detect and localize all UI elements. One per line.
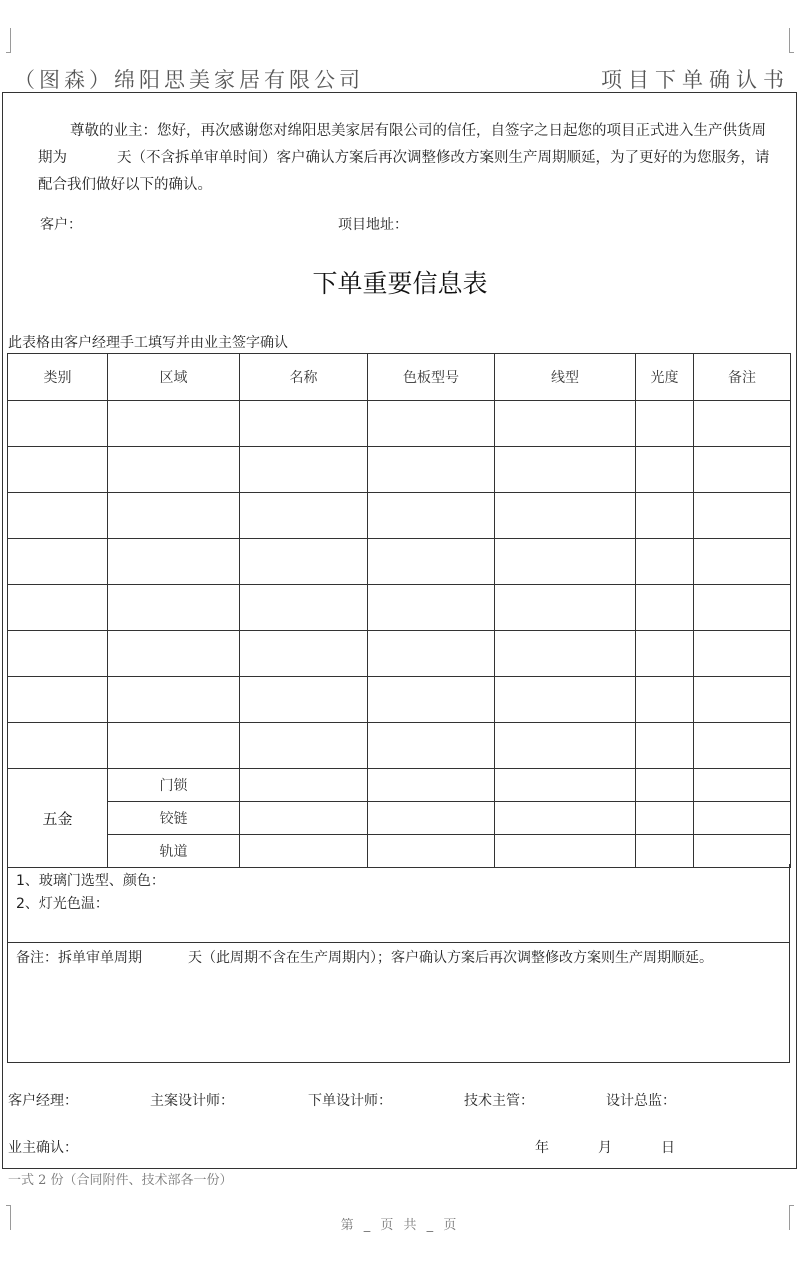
lead-designer-label: 主案设计师： <box>150 1093 234 1109</box>
copies-note: 一式 2 份（合同附件、技术部各一份） <box>8 1173 233 1188</box>
order-designer-label: 下单设计师： <box>308 1093 392 1109</box>
date-day-label: 日 <box>661 1140 675 1156</box>
owner-confirm-label: 业主确认： <box>8 1140 78 1156</box>
intro-text-part1: 尊敬的业主：您好，再次感谢您对绵阳思美家居有限公司的信任，自签字之日起您的项目正式进入生产供货周期为 <box>38 123 766 166</box>
remark-part2: 天（此周期不含在生产周期内）；客户确认方案后再次调整修改方案则生产周期顺延。 <box>188 950 713 966</box>
header-category: 类别 <box>8 354 108 401</box>
client-label: 客户： <box>40 217 82 233</box>
date-year-label: 年 <box>535 1140 549 1156</box>
glass-door-line[interactable]: 1、玻璃门选型、颜色： <box>16 873 165 889</box>
divider <box>8 942 789 943</box>
hardware-row-hinge <box>8 802 791 835</box>
date-month-label: 月 <box>598 1140 612 1156</box>
table-row <box>8 539 791 585</box>
company-name: （图森）绵阳思美家居有限公司 <box>14 68 364 92</box>
table-row <box>8 493 791 539</box>
table-row <box>8 401 791 447</box>
table-title: 下单重要信息表 <box>312 269 488 298</box>
hardware-row-lock <box>8 769 791 802</box>
header-line-type: 线型 <box>495 354 636 401</box>
table-row <box>8 585 791 631</box>
intro-text-part2: 天（不含拆单审单时间）客户确认方案后再次调整修改方案则生产周期顺延，为了更好的为您服务，请配合我们做好以下的确认。 <box>38 150 770 193</box>
order-info-table <box>7 353 791 868</box>
project-address-label: 项目地址： <box>338 217 408 233</box>
hardware-item-lock: 门锁 <box>108 769 240 802</box>
hardware-row-track <box>8 835 791 868</box>
design-director-label: 设计总监： <box>606 1093 676 1109</box>
header-name: 名称 <box>240 354 368 401</box>
remark-part1: 备注：拆单审单周期 <box>16 950 142 966</box>
tech-supervisor-label: 技术主管： <box>464 1093 534 1109</box>
table-header-row <box>8 354 791 401</box>
document-title: 项目下单确认书 <box>601 68 790 92</box>
table-row <box>8 447 791 493</box>
header-remarks: 备注 <box>694 354 791 401</box>
crop-mark-top-right <box>789 28 794 53</box>
page-number: 第 _ 页 共 _ 页 <box>340 1218 460 1233</box>
light-temperature-line[interactable]: 2、灯光色温： <box>16 896 109 912</box>
table-row <box>8 677 791 723</box>
table-note: 此表格由客户经理手工填写并由业主签字确认 <box>8 335 288 351</box>
account-manager-label: 客户经理： <box>8 1093 78 1109</box>
hardware-item-hinge: 铰链 <box>108 802 240 835</box>
header-color-model: 色板型号 <box>368 354 495 401</box>
table-row <box>8 631 791 677</box>
hardware-item-track: 轨道 <box>108 835 240 868</box>
remark-line <box>16 947 713 967</box>
header-gloss: 光度 <box>636 354 694 401</box>
additional-info-box <box>7 864 790 1063</box>
intro-paragraph <box>38 118 773 199</box>
hardware-category: 五金 <box>8 769 108 868</box>
header-area: 区域 <box>108 354 240 401</box>
crop-mark-top-left <box>6 28 11 53</box>
table-row <box>8 723 791 769</box>
